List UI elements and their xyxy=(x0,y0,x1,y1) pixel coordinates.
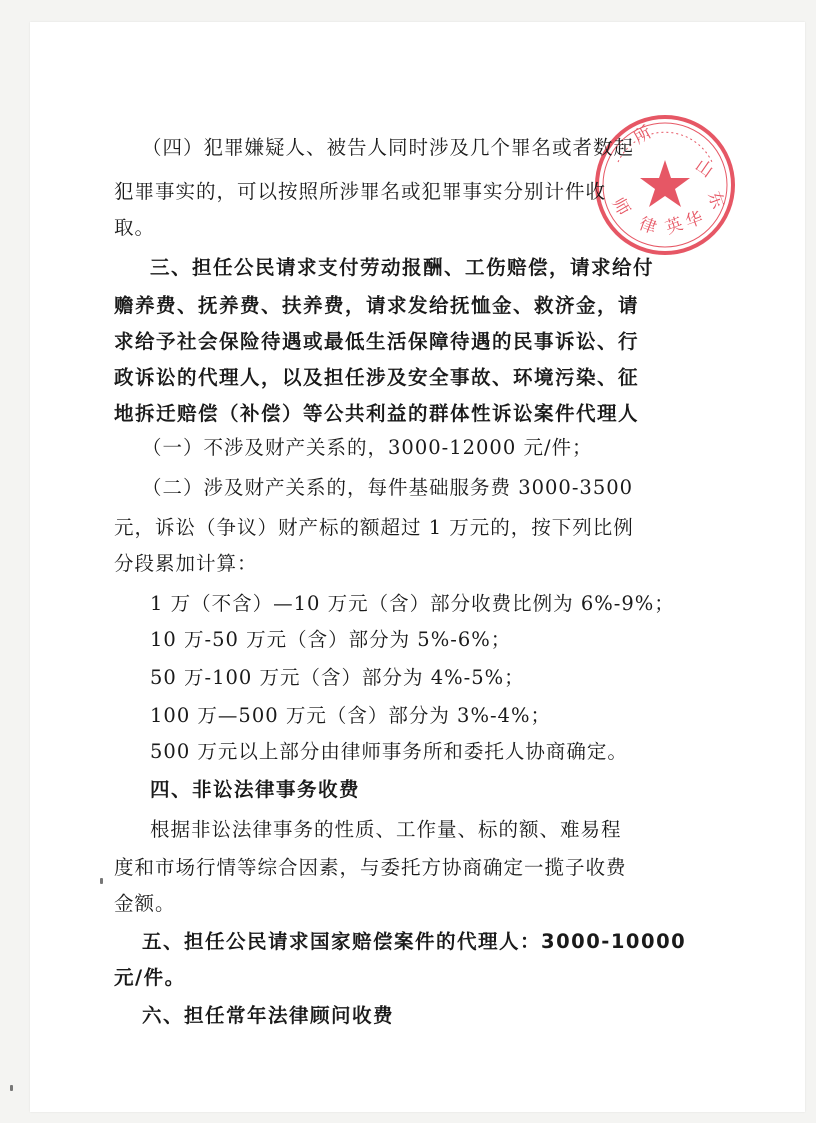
text-line: 元，诉讼（争议）财产标的额超过 1 万元的，按下列比例 xyxy=(114,516,634,539)
text-line: 50 万-100 万元（含）部分为 4%-5%； xyxy=(150,666,525,689)
text-line: 犯罪事实的，可以按照所涉罪名或犯罪事实分别计件收 xyxy=(114,180,607,203)
scan-speck xyxy=(100,878,103,884)
text-line: 10 万-50 万元（含）部分为 5%-6%； xyxy=(150,628,512,651)
svg-text:师: 师 xyxy=(607,194,634,220)
section-heading: 四、非讼法律事务收费 xyxy=(150,778,361,801)
svg-text:英: 英 xyxy=(662,214,686,239)
text-line: 分段累加计算： xyxy=(114,552,258,575)
text-line: 100 万—500 万元（含）部分为 3%-4%； xyxy=(150,704,551,727)
text-line: 元/件。 xyxy=(114,966,186,989)
text-line: 求给予社会保险待遇或最低生活保障待遇的民事诉讼、行 xyxy=(114,330,640,353)
text-line: （二）涉及财产关系的，每件基础服务费 3000-3500 xyxy=(142,476,634,499)
svg-text:律: 律 xyxy=(636,213,660,239)
text-line: 金额。 xyxy=(114,892,176,915)
text-line: 政诉讼的代理人，以及担任涉及安全事故、环境污染、征 xyxy=(114,366,640,389)
scan-speck xyxy=(10,1085,13,1091)
svg-text:东: 东 xyxy=(703,188,728,212)
svg-text:华: 华 xyxy=(682,208,706,233)
text-line: 500 万元以上部分由律师事务所和委托人协商确定。 xyxy=(150,740,628,763)
text-line: 赡养费、抚养费、扶养费，请求发给抚恤金、救济金，请 xyxy=(114,294,640,317)
section-heading: 六、担任常年法律顾问收费 xyxy=(142,1004,395,1027)
svg-text:所: 所 xyxy=(630,122,656,149)
text-line: 度和市场行情等综合因素，与委托方协商确定一揽子收费 xyxy=(114,856,627,879)
text-line: （四）犯罪嫌疑人、被告人同时涉及几个罪名或者数起 xyxy=(142,136,635,159)
svg-text:山: 山 xyxy=(691,155,717,182)
text-line: 取。 xyxy=(114,216,156,239)
seal-star-icon xyxy=(640,160,690,207)
section-heading: 五、担任公民请求国家赔偿案件的代理人：3000-10000 xyxy=(142,930,687,953)
text-line: 1 万（不含）—10 万元（含）部分收费比例为 6%-9%； xyxy=(150,592,675,615)
section-heading: 三、担任公民请求支付劳动报酬、工伤赔偿，请求给付 xyxy=(150,256,655,279)
text-line: （一）不涉及财产关系的，3000-12000 元/件； xyxy=(142,436,593,459)
text-line: 地拆迁赔偿（补偿）等公共利益的群体性诉讼案件代理人 xyxy=(114,402,640,425)
text-line: 根据非讼法律事务的性质、工作量、标的额、难易程 xyxy=(150,818,622,841)
